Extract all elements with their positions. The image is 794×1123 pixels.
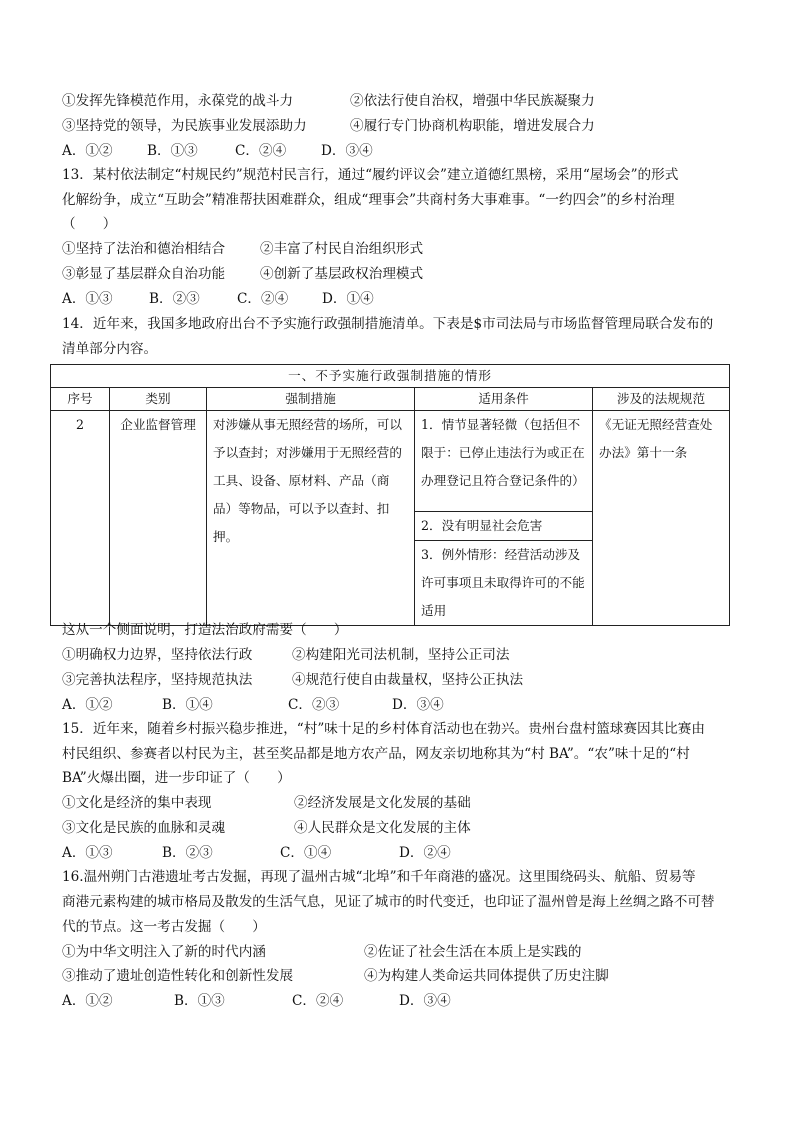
q15-stem-line-2: 村民组织、参赛者以村民为主，甚至奖品都是地方农产品，网友亲切地称其为“村 BA”。“农”味十足的“村 bbox=[62, 746, 690, 762]
q16-stem-line-2: 商港元素构建的城市格局及散发的生活气息，见证了城市的时代变迁，也印证了温州曾是海上丝绸之路不可替 bbox=[62, 894, 715, 910]
q14-answer-a: A．①② bbox=[62, 697, 113, 713]
q15-answer-d: D．②④ bbox=[399, 845, 451, 861]
q15-option-4: ④人民群众是文化发展的主体 bbox=[294, 820, 471, 836]
q13-option-3: ③彰显了基层群众自治功能 bbox=[62, 266, 226, 282]
table-header-conditions: 适用条件 bbox=[415, 388, 593, 411]
q13-stem-line-2: 化解纷争，成立“互助会”精准帮扶困难群众，组成“理事会”共商村务大事难事。“一约四会”的乡村治理 bbox=[62, 192, 675, 208]
q13-answer-b: B．②③ bbox=[149, 291, 200, 307]
q13-option-4: ④创新了基层政权治理模式 bbox=[260, 266, 424, 282]
q15-answer-b: B．②③ bbox=[162, 845, 213, 861]
table-header-measure: 强制措施 bbox=[207, 388, 415, 411]
q12-answer-b: B．①③ bbox=[147, 143, 198, 159]
table-cell-category: 企业监督管理 bbox=[110, 411, 207, 626]
policy-table bbox=[50, 364, 730, 626]
q13-stem-line-3: （ ） bbox=[62, 216, 117, 232]
q15-answer-c: C．①④ bbox=[280, 845, 332, 861]
q13-stem-line-1: 13．某村依法制定“村规民约”规范村民言行，通过“履约评议会”建立道德红黑榜，采用“屋场会”的形式 bbox=[62, 167, 679, 183]
q14-answer-b: B．①④ bbox=[162, 697, 213, 713]
q15-stem-line-1: 15．近年来，随着乡村振兴稳步推进，“村”味十足的乡村体育活动也在勃兴。贵州台盘村篮球赛因其比赛由 bbox=[62, 721, 705, 737]
q12-option-1: ①发挥先锋模范作用，永葆党的战斗力 bbox=[62, 93, 294, 109]
q15-stem-line-3: BA”火爆出圈，进一步印证了（ ） bbox=[62, 770, 291, 786]
q16-answer-d: D．③④ bbox=[399, 993, 451, 1009]
q15-option-1: ①文化是经济的集中表现 bbox=[62, 795, 212, 811]
q16-option-2: ②佐证了社会生活在本质上是实践的 bbox=[364, 944, 582, 960]
q13-option-2: ②丰富了村民自治组织形式 bbox=[260, 241, 424, 257]
table-cell-no: 2 bbox=[51, 411, 110, 626]
q12-option-3: ③坚持党的领导，为民族事业发展添助力 bbox=[62, 118, 307, 134]
q16-stem-line-3: 代的节点。这一考古发掘（ ） bbox=[62, 919, 266, 935]
q14-stem-line-2: 清单部分内容。 bbox=[62, 341, 158, 357]
q16-stem-line-1: 16.温州朔门古港遗址考古发掘，再现了温州古城“北埠”和千年商港的盛况。这里围绕码头、航船、贸易等 bbox=[62, 869, 696, 885]
table-cell-condition-3: 3．例外情形：经营活动涉及许可事项且未取得许可的不能适用 bbox=[415, 541, 593, 626]
q16-answer-c: C．②④ bbox=[292, 993, 344, 1009]
q13-answer-d: D．①④ bbox=[322, 291, 374, 307]
q15-answer-a: A．①③ bbox=[62, 845, 113, 861]
table-cell-measure: 对涉嫌从事无照经营的场所，可以予以查封；对涉嫌用于无照经营的工具、设备、原材料、产品（商品）等物品，可以予以查封、扣押。 bbox=[207, 411, 415, 626]
q14-option-4: ④规范行使自由裁量权，坚持公正执法 bbox=[292, 672, 524, 688]
table-header-category: 类别 bbox=[110, 388, 207, 411]
q16-answer-b: B．①③ bbox=[174, 993, 225, 1009]
table-header-no: 序号 bbox=[51, 388, 110, 411]
q14-stem-line-1: 14．近年来，我国多地政府出台不予实施行政强制措施清单。下表是$市司法局与市场监督管理局联合发布的 bbox=[62, 316, 714, 332]
q12-answer-c: C．②④ bbox=[235, 143, 287, 159]
table-header-regulation: 涉及的法规规范 bbox=[593, 388, 730, 411]
q14-option-2: ②构建阳光司法机制，坚持公正司法 bbox=[292, 647, 510, 663]
q14-option-1: ①明确权力边界，坚持依法行政 bbox=[62, 647, 253, 663]
table-row bbox=[51, 411, 730, 512]
table-caption: 一、不予实施行政强制措施的情形 bbox=[51, 365, 730, 388]
table-cell-condition-2: 2．没有明显社会危害 bbox=[415, 512, 593, 541]
q13-option-1: ①坚持了法治和德治相结合 bbox=[62, 241, 226, 257]
q16-answer-a: A．①② bbox=[62, 993, 113, 1009]
q13-answer-a: A．①③ bbox=[62, 291, 113, 307]
q16-option-3: ③推动了遗址创造性转化和创新性发展 bbox=[62, 968, 294, 984]
q16-option-4: ④为构建人类命运共同体提供了历史注脚 bbox=[364, 968, 609, 984]
q14-answer-c: C．②③ bbox=[288, 697, 340, 713]
q16-option-1: ①为中华文明注入了新的时代内涵 bbox=[62, 944, 266, 960]
q12-option-2: ②依法行使自治权，增强中华民族凝聚力 bbox=[350, 93, 595, 109]
q12-option-4: ④履行专门协商机构职能，增进发展合力 bbox=[350, 118, 595, 134]
q13-answer-c: C．②④ bbox=[237, 291, 289, 307]
q15-option-3: ③文化是民族的血脉和灵魂 bbox=[62, 820, 226, 836]
q15-option-2: ②经济发展是文化发展的基础 bbox=[294, 795, 471, 811]
q12-answer-a: A．①② bbox=[62, 143, 113, 159]
table-cell-condition-1: 1．情节显著轻微（包括但不限于：已停止违法行为或正在办理登记且符合登记条件的） bbox=[415, 411, 593, 512]
q14-question: 这从一个侧面说明，打造法治政府需要（ ） bbox=[62, 622, 348, 638]
q14-option-3: ③完善执法程序，坚持规范执法 bbox=[62, 672, 253, 688]
q12-answer-d: D．③④ bbox=[321, 143, 373, 159]
table-cell-regulation: 《无证无照经营查处办法》第十一条 bbox=[593, 411, 730, 626]
q14-answer-d: D．③④ bbox=[392, 697, 444, 713]
